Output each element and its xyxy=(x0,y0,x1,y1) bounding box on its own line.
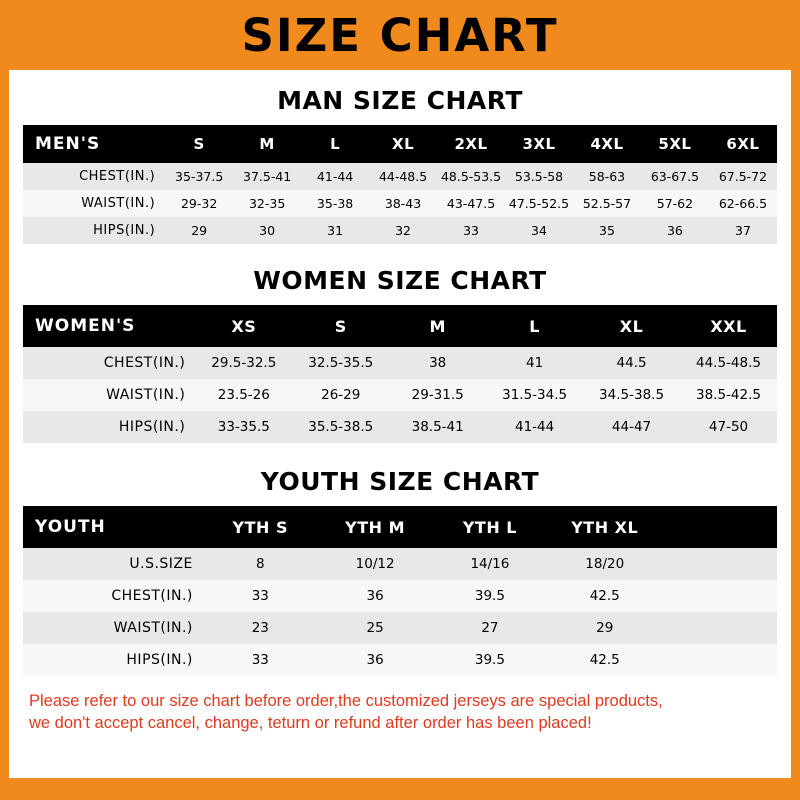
table-cell: 32 xyxy=(369,217,437,244)
table-cell: 37 xyxy=(709,217,777,244)
table-cell xyxy=(662,612,777,644)
row-label: CHEST(IN.) xyxy=(23,163,165,190)
row-label: WAIST(IN.) xyxy=(23,612,203,644)
banner xyxy=(9,0,791,70)
table-header-row xyxy=(23,305,777,347)
table-cell: 53.5-58 xyxy=(505,163,573,190)
column-header: XL xyxy=(369,125,437,163)
man-table-head xyxy=(23,125,777,163)
content-area xyxy=(9,70,791,778)
column-header: YTH XL xyxy=(547,506,662,548)
table-cell: 44.5 xyxy=(583,347,680,379)
table-cell: 44.5-48.5 xyxy=(680,347,777,379)
column-header: M xyxy=(233,125,301,163)
table-cell: 42.5 xyxy=(547,644,662,676)
table-cell: 25 xyxy=(318,612,433,644)
column-header: M xyxy=(389,305,486,347)
table-row xyxy=(23,163,777,190)
column-header: 2XL xyxy=(437,125,505,163)
table-header-row xyxy=(23,506,777,548)
table-cell: 30 xyxy=(233,217,301,244)
table-cell: 32-35 xyxy=(233,190,301,217)
table-cell: 62-66.5 xyxy=(709,190,777,217)
table-row xyxy=(23,347,777,379)
column-header: 4XL xyxy=(573,125,641,163)
table-cell: 18/20 xyxy=(547,548,662,580)
youth-size-table xyxy=(23,506,777,676)
column-header: MEN'S xyxy=(23,125,165,163)
footer-note-line-2: we don't accept cancel, change, teturn or refund after order has been placed! xyxy=(29,714,592,733)
table-cell: 37.5-41 xyxy=(233,163,301,190)
row-label: U.S.SIZE xyxy=(23,548,203,580)
table-cell: 35-38 xyxy=(301,190,369,217)
women-table-head xyxy=(23,305,777,347)
table-cell: 29 xyxy=(165,217,233,244)
column-header: 5XL xyxy=(641,125,709,163)
table-row xyxy=(23,580,777,612)
table-row xyxy=(23,548,777,580)
table-cell xyxy=(662,644,777,676)
table-cell: 41-44 xyxy=(486,411,583,443)
women-section-title: WOMEN SIZE CHART xyxy=(253,266,547,295)
column-header: YTH L xyxy=(433,506,548,548)
table-cell: 35.5-38.5 xyxy=(292,411,389,443)
table-cell: 39.5 xyxy=(433,644,548,676)
table-cell: 41-44 xyxy=(301,163,369,190)
row-label: HIPS(IN.) xyxy=(23,411,195,443)
page-title: SIZE CHART xyxy=(241,8,559,62)
table-cell: 33 xyxy=(203,644,318,676)
youth-table-head xyxy=(23,506,777,548)
table-cell: 35-37.5 xyxy=(165,163,233,190)
table-cell: 29-32 xyxy=(165,190,233,217)
column-header: XL xyxy=(583,305,680,347)
table-cell: 42.5 xyxy=(547,580,662,612)
column-header: XS xyxy=(195,305,292,347)
table-cell: 10/12 xyxy=(318,548,433,580)
table-cell: 32.5-35.5 xyxy=(292,347,389,379)
table-cell: 52.5-57 xyxy=(573,190,641,217)
table-cell: 14/16 xyxy=(433,548,548,580)
row-label: WAIST(IN.) xyxy=(23,379,195,411)
table-cell: 47-50 xyxy=(680,411,777,443)
row-label: HIPS(IN.) xyxy=(23,217,165,244)
table-cell: 26-29 xyxy=(292,379,389,411)
man-section-title: MAN SIZE CHART xyxy=(277,86,523,115)
table-cell: 33 xyxy=(437,217,505,244)
table-cell: 47.5-52.5 xyxy=(505,190,573,217)
column-header: YTH M xyxy=(318,506,433,548)
women-table-body xyxy=(23,347,777,443)
table-row xyxy=(23,612,777,644)
footer-note xyxy=(23,690,777,743)
column-header: S xyxy=(165,125,233,163)
table-cell: 38.5-41 xyxy=(389,411,486,443)
table-cell: 31.5-34.5 xyxy=(486,379,583,411)
table-cell: 44-48.5 xyxy=(369,163,437,190)
bottom-accent-bar xyxy=(9,778,791,800)
column-header: 6XL xyxy=(709,125,777,163)
table-cell: 38-43 xyxy=(369,190,437,217)
column-header: YOUTH xyxy=(23,506,203,548)
table-cell: 63-67.5 xyxy=(641,163,709,190)
table-cell: 67.5-72 xyxy=(709,163,777,190)
table-row xyxy=(23,379,777,411)
column-header: XXL xyxy=(680,305,777,347)
table-cell: 33-35.5 xyxy=(195,411,292,443)
table-row xyxy=(23,190,777,217)
column-header: 3XL xyxy=(505,125,573,163)
column-header xyxy=(662,506,777,548)
table-cell: 41 xyxy=(486,347,583,379)
table-cell: 27 xyxy=(433,612,548,644)
table-header-row xyxy=(23,125,777,163)
column-header: YTH S xyxy=(203,506,318,548)
women-size-table xyxy=(23,305,777,443)
table-cell: 35 xyxy=(573,217,641,244)
table-cell: 58-63 xyxy=(573,163,641,190)
table-cell: 57-62 xyxy=(641,190,709,217)
column-header: S xyxy=(292,305,389,347)
column-header: WOMEN'S xyxy=(23,305,195,347)
man-table-body xyxy=(23,163,777,244)
man-size-table xyxy=(23,125,777,244)
table-cell: 8 xyxy=(203,548,318,580)
table-row xyxy=(23,411,777,443)
table-cell: 31 xyxy=(301,217,369,244)
table-cell: 38.5-42.5 xyxy=(680,379,777,411)
youth-table-body xyxy=(23,548,777,676)
table-cell: 29.5-32.5 xyxy=(195,347,292,379)
table-cell: 29 xyxy=(547,612,662,644)
table-row xyxy=(23,217,777,244)
table-cell: 44-47 xyxy=(583,411,680,443)
footer-note-line-1: Please refer to our size chart before order,the customized jerseys are special products, xyxy=(29,692,663,710)
table-cell: 48.5-53.5 xyxy=(437,163,505,190)
row-label: CHEST(IN.) xyxy=(23,347,195,379)
table-cell: 38 xyxy=(389,347,486,379)
table-cell: 36 xyxy=(641,217,709,244)
table-cell: 43-47.5 xyxy=(437,190,505,217)
row-label: WAIST(IN.) xyxy=(23,190,165,217)
row-label: HIPS(IN.) xyxy=(23,644,203,676)
table-cell: 34.5-38.5 xyxy=(583,379,680,411)
table-cell: 33 xyxy=(203,580,318,612)
table-cell xyxy=(662,548,777,580)
table-cell: 29-31.5 xyxy=(389,379,486,411)
table-cell: 23 xyxy=(203,612,318,644)
column-header: L xyxy=(486,305,583,347)
table-cell: 39.5 xyxy=(433,580,548,612)
table-cell: 36 xyxy=(318,644,433,676)
column-header: L xyxy=(301,125,369,163)
table-cell: 23.5-26 xyxy=(195,379,292,411)
table-cell xyxy=(662,580,777,612)
table-cell: 34 xyxy=(505,217,573,244)
table-cell: 36 xyxy=(318,580,433,612)
youth-section-title: YOUTH SIZE CHART xyxy=(260,467,540,496)
row-label: CHEST(IN.) xyxy=(23,580,203,612)
table-row xyxy=(23,644,777,676)
